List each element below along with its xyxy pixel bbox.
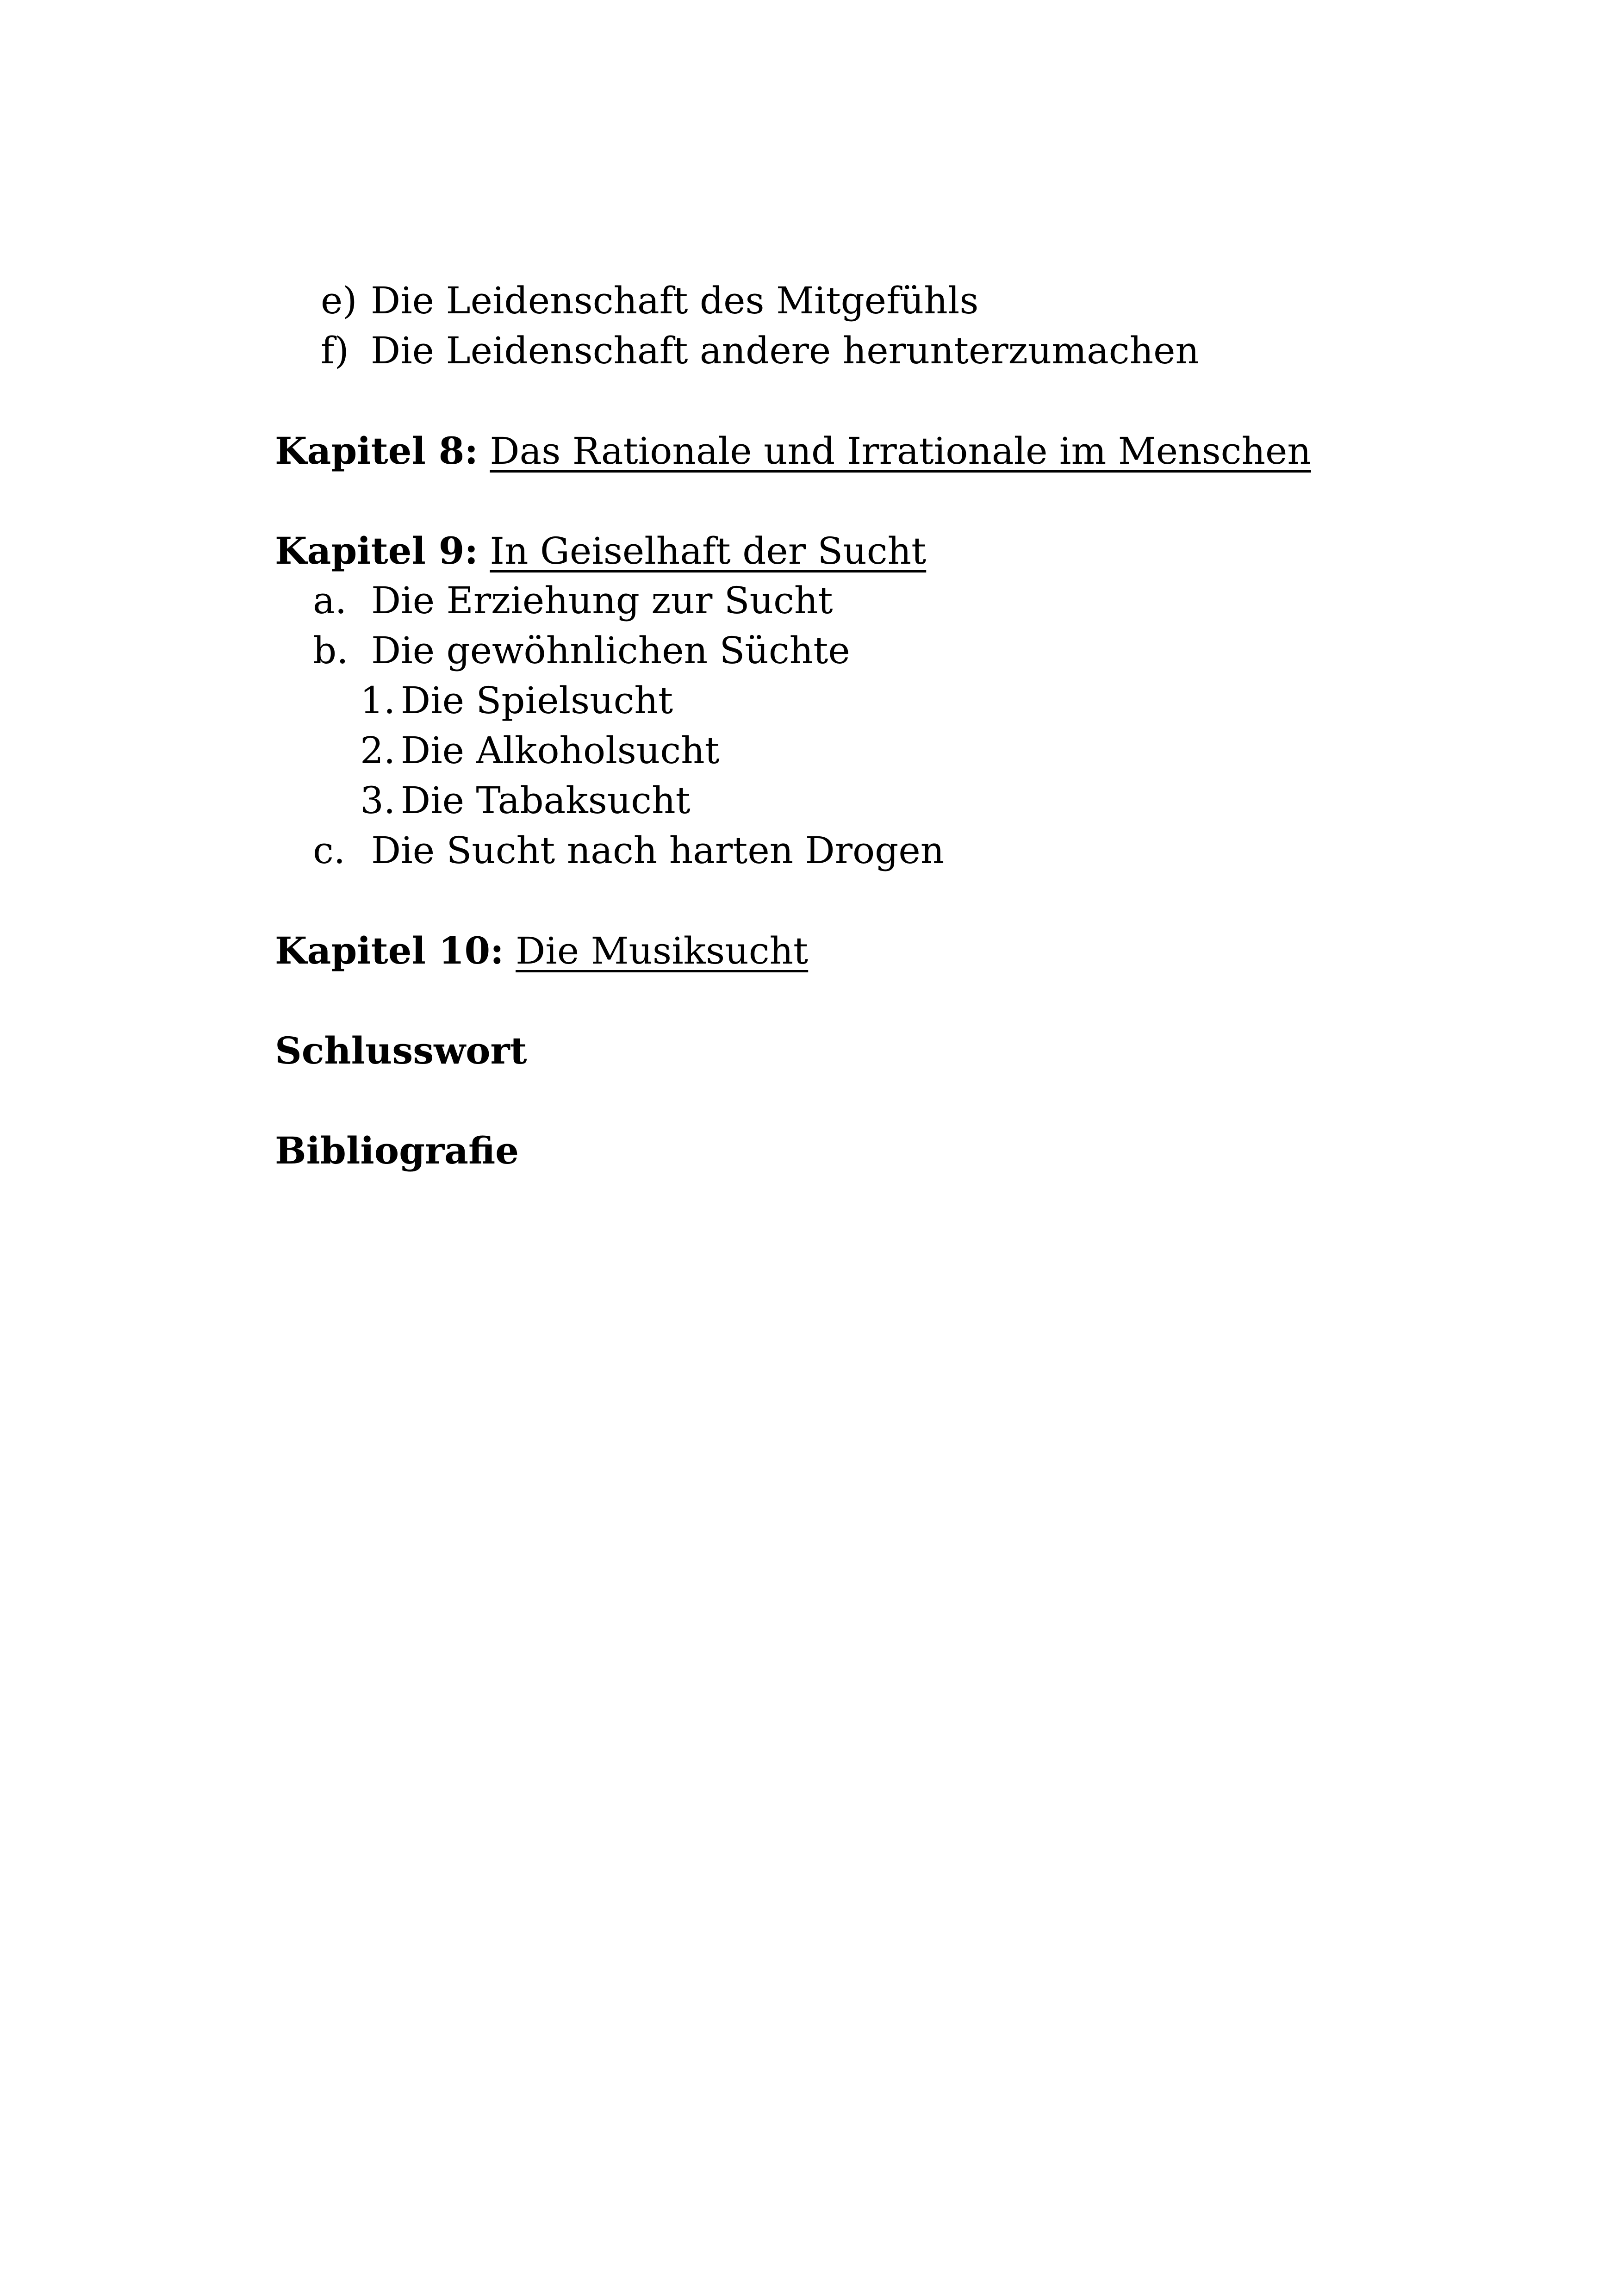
chapter-title: Die Musiksucht [516,929,809,972]
toc-chapter-9 [275,526,926,576]
chapter-label: Kapitel 10: [275,929,504,972]
toc-subitem-1 [360,676,673,726]
toc-subitem-3 [360,776,691,826]
toc-subitem-text: Die Alkoholsucht [401,729,720,772]
toc-item-b [313,626,850,676]
list-marker: b. [313,629,348,672]
toc-item-text: Die Sucht nach harten Drogen [371,829,945,872]
list-marker: e) [321,279,357,322]
toc-item-text: Die Erziehung zur Sucht [371,579,833,622]
list-marker: f) [321,329,349,372]
toc-subitem-2 [360,726,720,776]
toc-item-c [313,826,944,876]
list-marker: c. [313,829,346,872]
chapter-label: Kapitel 9: [275,529,478,572]
toc-subitem-text: Die Leidenschaft des Mitgefühls [371,279,979,322]
toc-subitem-text: Die Spielsucht [401,679,673,722]
list-marker: 1. [360,679,396,722]
toc-subitem-text: Die Tabaksucht [401,779,691,822]
chapter-title: Das Rationale und Irrationale im Menschen [490,429,1311,473]
toc-item-text: Die gewöhnlichen Süchte [371,629,850,672]
list-marker: 2. [360,729,396,772]
toc-subitem-f [321,326,1199,376]
toc-bibliografie: Bibliografie [275,1129,519,1172]
toc-chapter-8 [275,426,1311,476]
toc-item-a [313,576,833,626]
toc-subitem-e [321,276,978,326]
list-marker: a. [313,579,347,622]
toc-chapter-10 [275,926,808,976]
chapter-title: In Geiselhaft der Sucht [490,529,927,572]
toc-subitem-text: Die Leidenschaft andere herunterzumachen [371,329,1199,372]
chapter-label: Kapitel 8: [275,429,478,473]
list-marker: 3. [360,779,396,822]
toc-schlusswort: Schlusswort [275,1029,527,1072]
